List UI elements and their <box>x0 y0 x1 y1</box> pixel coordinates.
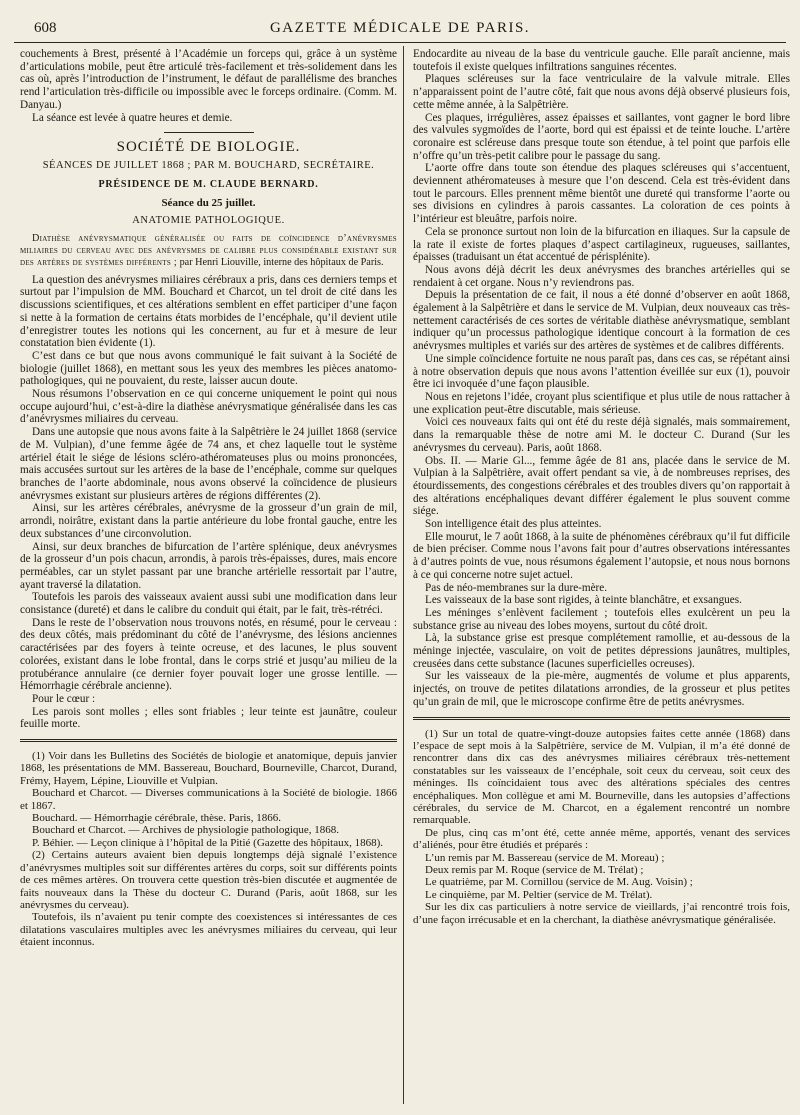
presidence-line: PRÉSIDENCE DE M. CLAUDE BERNARD. <box>98 178 319 190</box>
running-head <box>14 14 786 43</box>
footnote: Le cinquième, par M. Peltier (service de M. Trélat). <box>425 888 653 901</box>
paragraph: Les vaisseaux de la base sont rigides, à teinte blanchâtre, et exsangues. <box>425 594 742 607</box>
paragraph: Dans le reste de l’observation nous trouvons notés, en résumé, pour le cerveau : des deux côtés, mais prédominant du côté de l’anévrysme, des lésions anciennes caractérisées par des foyers à teinte ocreuse, et des lacunes, le plus souvent colorées, existant dans le lobe frontal, dans le corps strié et jusqu’au milieu de la protubérance annulaire (ce dernier foyer pouvait loger une grosse lentille. — Hémorrhagie cérébrale ancienne). <box>20 616 397 693</box>
paragraph: Obs. II. — Marie Gl..., femme âgée de 81 ans, placée dans le service de M. Vulpian à la Salpêtrière, avait offert pendant sa vie, à de nombreuses reprises, des étourdissements, des congestions cérébrales et des troubles divers qu’on rapportait à des altérations encéphaliques devant différer également le plus souvent comme siége. <box>413 454 790 518</box>
article-title <box>20 233 397 269</box>
paragraph: Plaques scléreuses sur la face ventriculaire de la valvule mitrale. Elles n’apparaissent point de l’autre côté, fait que nous avons déjà observé plusieurs fois, cette même année, à la Salpêtrière. <box>413 73 790 111</box>
column-divider <box>403 46 404 1104</box>
footnote: (1) Voir dans les Bulletins des Sociétés de biologie et anatomique, depuis janvier 1868, les présentations de MM. Bassereau, Bouchard, Bourneville, Charcot, Durand, Frémy, Hayem, Lépine, Liouville et Vulpian. <box>20 750 397 787</box>
paragraph: Sur les vaisseaux de la pie-mère, augmentés de volume et plus apparents, injectés, on trouve de petites dilatations arrondies, de la grosseur et plus petites qu’un grain de mil, que le microscope confirme être de petits anévrysmes. <box>413 670 790 708</box>
paragraph: Elle mourut, le 7 août 1868, à la suite de phénomènes cérébraux qu’il fut difficile de bien préciser. Comme nous l’avons fait pour d’autres observations intéressantes à d’autres points de vue, nous résumons également l’autopsie, et nous nous bornons à ce qui concerne notre sujet actuel. <box>413 530 790 581</box>
footnote: P. Béhier. — Leçon clinique à l’hôpital de la Pitié (Gazette des hôpitaux, 1868). <box>32 836 383 849</box>
footnote: Le quatrième, par M. Cornillou (service de M. Aug. Voisin) ; <box>425 876 693 889</box>
article-author: par Henri Liouville, interne des hôpitaux de Paris. <box>177 256 384 268</box>
footnote-rule <box>413 717 790 720</box>
footnote: Bouchard et Charcot. — Archives de physiologie pathologique, 1868. <box>32 824 340 837</box>
paragraph: Les méninges s’enlèvent facilement ; toutefois elles exulcèrent un peu la substance grise au niveau des lobes moyens, surtout du côté droit. <box>413 606 790 632</box>
paragraph: Toutefois les parois des vaisseaux avaient aussi subi une modification dans leur consistance (dureté) et dans le calibre du conduit qui était, par le fait, très-rétréci. <box>20 591 397 617</box>
paragraph: La question des anévrysmes miliaires cérébraux a pris, dans ces derniers temps et surtout par l’impulsion de MM. Bouchard et Charcot, un tel droit de cité dans les discussions scientifiques, et ces altérations semblent en effet participer d’une façon si nette à la formation de certains états morbides de l’encéphale, qu’il devient utile d’enregistrer toutes les notions qui les concernent, au fur et à mesure de leur constatation bien évidente (1). <box>20 273 397 350</box>
section-title: SOCIÉTÉ DE BIOLOGIE. <box>116 139 301 156</box>
journal-title: GAZETTE MÉDICALE DE PARIS. <box>269 20 531 36</box>
paragraph: Pour le cœur : <box>32 692 96 705</box>
paragraph: Les parois sont molles ; elles sont friables ; leur teinte est jaunâtre, couleur feuille morte. <box>20 705 397 731</box>
paragraph: Dans une autopsie que nous avons faite à la Salpêtrière le 24 juillet 1868 (service de M. Vulpian), d’une femme âgée de 74 ans, et chez laquelle tout le système artériel était le siége de lésions scléro-athéromateuses plus ou moins prononcées, mais accusées surtout sur les artères de la base de l’encéphale, comme sur quelques branches de l’aorte abdominale, nous avons observé la coïncidence de plusieurs anévrysmes existant sur plusieurs artères de régions différentes (2). <box>20 426 397 502</box>
left-column <box>20 48 397 949</box>
separator-rule <box>164 132 254 133</box>
paragraph: Cela se prononce surtout non loin de la bifurcation en iliaques. Sur la capsule de la rate il existe de fortes plaques d’aspect cartilagineux, rugueuses, saillantes, épaisses (traduisant un état accentué de périsplénite). <box>413 225 790 264</box>
paragraph: Depuis la présentation de ce fait, il nous a été donné d’observer en août 1868, également à la Salpêtrière et dans le service de M. Vulpian, deux nouveaux cas très-nettement caractérisés de ces sortes de véritable diathèse anévrysmatique, semblant indiquer qu’un processus pathologique identique concourt à la formation de ces anévrysmes multiples et variés sur des artères de systèmes et de calibres différents. <box>413 289 790 353</box>
footnote: Sur les dix cas particuliers à notre service de vieillards, j’ai rencontré trois fois, d’une façon irrécusable et en la cherchant, la diathèse anévrysmatique généralisée. <box>413 901 790 926</box>
paragraph: Ainsi, sur les artères cérébrales, anévrysme de la grosseur d’un grain de mil, arrondi, noirâtre, existant dans la partie antérieure du lobe frontal gauche, entre les deux substances d’une circonvolution. <box>20 502 397 540</box>
paragraph: Ainsi, sur deux branches de bifurcation de l’artère splénique, deux anévrysmes de la grosseur d’un pois chacun, arrondis, à parois très-épaisses, dures, mais encore perméables, car un stylet passant par une branche artérielle ressortait par l’autre, ayant traversé la dilatation. <box>20 540 397 591</box>
paragraph: L’aorte offre dans toute son étendue des plaques scléreuses qui s’accentuent, deviennent athéromateuses à mesure que l’on descend. Cela est très-évident dans tout le parcours. Elles prennent même bientôt une dureté qui transforme l’aorte ou ses divisions en cylindres à parois cassantes. La coloration de ces points à l’intérieur est bleuâtre, parfois noire. <box>413 162 790 226</box>
footnote: Deux remis par M. Roque (service de M. Trélat) ; <box>425 864 644 877</box>
paragraph: C’est dans ce but que nous avons communiqué le fait suivant à la Société de biologie (juillet 1868), en mettant sous les yeux des membres les pièces anatomo-pathologiques, qui ne pouvaient, du reste, laisser aucun doute. <box>20 349 397 388</box>
footnote: L’un remis par M. Bassereau (service de M. Moreau) ; <box>425 851 665 864</box>
paragraph: Nous avons déjà décrit les deux anévrysmes des branches artérielles qui se rendaient à cet organe. Nous n’y reviendrons pas. <box>413 263 790 289</box>
footnotes-right <box>413 728 790 927</box>
paragraph: Nous en rejetons l’idée, croyant plus scientifique et plus utile de nous rattacher à une explication peut-être discutable, mais sérieuse. <box>413 390 790 416</box>
paragraph: Voici ces nouveaux faits qui ont été du reste déjà signalés, mais sommairement, dans la remarquable thèse de notre ami M. le docteur C. Durand (Sur les anévrysmes du cerveau). Paris, août 1868. <box>413 416 790 454</box>
footnote-rule <box>20 739 397 742</box>
footnote: Toutefois, ils n’avaient pu tenir compte des coexistences si intéressantes de ces dilatations vasculaires multiples avec les anévrysmes miliaires du cerveau, qui leur étaient inconnus. <box>20 911 397 949</box>
footnote: (1) Sur un total de quatre-vingt-douze autopsies faites cette année (1868) dans l’espace de sept mois à la Salpêtrière, service de M. Vulpian, il m’a été donné de rencontrer dans dix cas des anévrysmes miliaires cérébraux très-nettement constatables sur les vaisseaux de l’encéphale, soit ceux du cerveau, soit ceux des méninges. Ils coïncidaient tous avec des altérations spéciales des centres encéphaliques. Mon collègue et ami M. Bourneville, dans les autopsies d’affections cérébrales, du service de M. Charcot, en a également rencontré un nombre remarquable. <box>413 727 790 827</box>
footnote: (2) Certains auteurs avaient bien depuis longtemps déjà signalé l’existence d’anévrysmes multiples soit sur différentes artères du corps, soit sur différents points de ces mêmes artères. On trouvera cette question très-bien discutée et augmentée de faits nouveaux dans la Thèse du docteur C. Durand (Paris, août 1868, sur les anévrysmes du cerveau). <box>20 849 397 911</box>
sessions-line: SÉANCES DE JUILLET 1868 ; PAR M. BOUCHARD, SECRÉTAIRE. <box>42 159 375 171</box>
paragraph: Nous résumons l’observation en ce qui concerne uniquement le point qui nous occupe aujourd’hui, c’est-à-dire la diathèse anévrysmatique généralisée dans les cas d’anévrysmes miliaires du cerveau. <box>20 388 397 426</box>
footnote: Bouchard et Charcot. — Diverses communications à la Société de biologie. 1866 et 1867. <box>20 787 397 812</box>
paragraph: Là, la substance grise est presque complétement ramollie, et au-dessous de la méninge injectée, vasculaire, on voit de petites dépressions jaunâtres, multiples, creusées dans cette substance (lacunes superficielles ocreuses). <box>413 632 790 670</box>
article-title-caps: Diathèse anévrysmatique généralisée ou faits de coïncidence d’anévrysmes miliaires du cerveau avec des anévrysmes de calibre plus considérable existant sur des artères de systèmes différents ; <box>20 232 397 268</box>
footnote: De plus, cinq cas m’ont été, cette année même, apportés, venant des services d’aliénés, pour être étudiés et préparés : <box>413 826 790 852</box>
paragraph: couchements à Brest, présenté à l’Académie un forceps qui, grâce à un système d’articulations mobile, peut être articulé très-facilement et très-solidement dans les cas où, après l’introduction de l’instrument, le défaut de parallélisme des branches rend l’articulation très-difficile ou impossible avec le forceps ordinaire. (Comm. M. Danyau.) <box>20 48 397 111</box>
subsection-title: ANATOMIE PATHOLOGIQUE. <box>132 215 285 227</box>
right-column <box>413 48 790 926</box>
footnote: Bouchard. — Hémorrhagie cérébrale, thèse. Paris, 1866. <box>32 812 281 825</box>
paragraph: Son intelligence était des plus atteintes. <box>425 518 602 531</box>
paragraph: Pas de néo-membranes sur la dure-mère. <box>425 581 608 594</box>
seance-date: Séance du 25 juillet. <box>161 197 256 210</box>
paragraph: Une simple coïncidence fortuite ne nous paraît pas, dans ces cas, se répétant ainsi à notre observation depuis que nous avons l’attention éveillée sur eux (1), pouvoir être ici invoquée d’une façon plausible. <box>413 352 790 391</box>
paragraph: Endocardite au niveau de la base du ventricule gauche. Elle paraît ancienne, mais toutefois il existe quelques infiltrations sanguines récentes. <box>413 48 790 73</box>
paragraph: La séance est levée à quatre heures et demie. <box>32 111 233 124</box>
page-number: 608 <box>34 20 57 36</box>
footnotes-left <box>20 750 397 949</box>
paragraph: Ces plaques, irrégulières, assez épaisses et saillantes, vont gagner le bord libre des valvules sygmoïdes de l’aorte, bord qui est épaissi et de teinte louche. L’artère coronaire est scléreuse dans presque toute son étendue, à tel point que parfois elle n’offre qu’un très-petit calibre pour le passage du sang. <box>413 111 790 162</box>
